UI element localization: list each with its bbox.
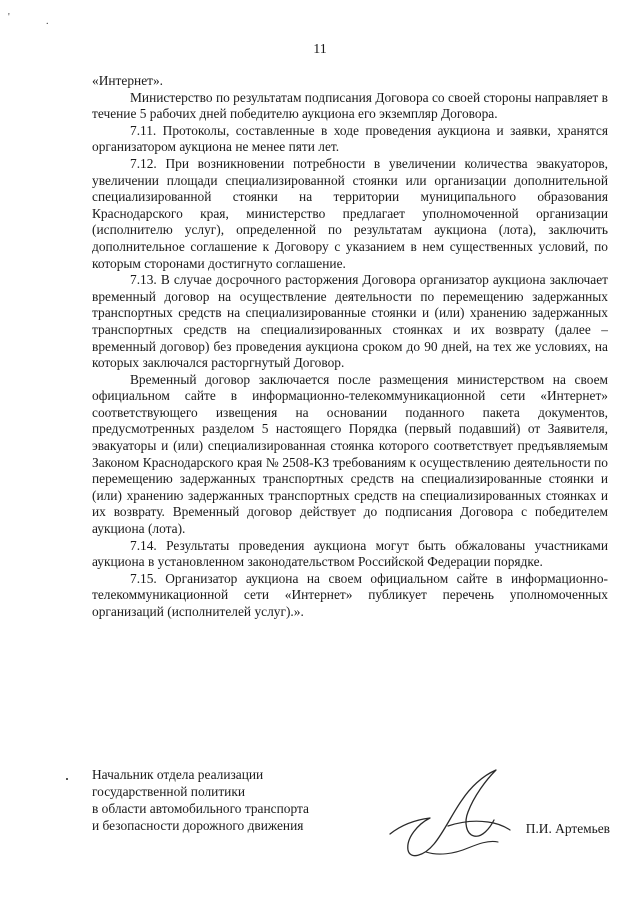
scan-mark xyxy=(66,778,68,780)
corner-mark: . xyxy=(46,16,49,27)
paragraph: 7.15. Организатор аукциона на своем официальном сайте в информационно-телекоммуникационной сети «Интернет» публикует перечень уполномоченных организаций (исполнителей услуг).». xyxy=(92,570,608,619)
signature-block xyxy=(92,766,612,876)
paragraph: Временный договор заключается после размещения министерством на своем официальном сайте в информационно-телекоммуникационной сети «Интернет» соответствующего извещения на основании поданного пакета документов, предусмотренных разделом 5 настоящего Порядка (первый подавший) от Заявителя, эвакуаторы и (или) специализированная стоянка которого соответствует предъявляемым Законом Краснодарского края № 2508-КЗ требованиям к осуществлению деятельности по перемещению задержанных транспортных средств на специализированные стоянки и (или) хранению задержанных транспортных средств на специализированных стоянках и их возврату. Временный договор действует до подписания Договора с победителем аукциона (лота). xyxy=(92,371,608,537)
paragraph: Министерство по результатам подписания Договора со своей стороны направляет в течение 5 рабочих дней победителю аукциона его экземпляр Договора. xyxy=(92,89,608,122)
signatory-title-line: и безопасности дорожного движения xyxy=(92,818,304,833)
signatory-name: П.И. Артемьев xyxy=(525,821,610,836)
paragraph: «Интернет». xyxy=(92,73,164,88)
paragraph: 7.12. При возникновении потребности в увеличении количества эвакуаторов, увеличении площади специализированной стоянки или организации дополнительной специализированной стоянки на территории муниципального образования Краснодарского края, министерство предлагает уполномоченной организации (исполнителю услуг), определенной по результатам аукциона (лота), заключить дополнительное соглашение к Договору с указанием в нем существенных условий, по которым сторонами достигнуто соглашение. xyxy=(92,155,608,271)
signatory-title-line: в области автомобильного транспорта xyxy=(92,801,309,816)
paragraph: 7.13. В случае досрочного расторжения Договора организатор аукциона заключает временный договор на осуществление деятельности по перемещению задержанных транспортных средств на специализированные стоянки и (или) хранению задержанных транспортных средств на специализированных стоянках и их возврату (далее – временный договор) без проведения аукциона сроком до 90 дней, на тех же условиях, на которых заключался расторгнутый Договор. xyxy=(92,272,608,371)
paragraph: 7.11. Протоколы, составленные в ходе проведения аукциона и заявки, хранятся организатором аукциона не менее пяти лет. xyxy=(92,122,608,155)
page-number: 11 xyxy=(313,42,327,57)
signatory-title-line: государственной политики xyxy=(92,784,246,799)
paragraph: 7.14. Результаты проведения аукциона могут быть обжалованы участниками аукциона в установленном законодательством Российской Федерации порядке. xyxy=(92,537,608,570)
signatory-title xyxy=(92,766,309,834)
document-body xyxy=(92,73,608,621)
signatory-title-line: Начальник отдела реализации xyxy=(92,767,264,782)
handwritten-signature xyxy=(378,756,528,876)
corner-mark: ' xyxy=(8,12,10,23)
